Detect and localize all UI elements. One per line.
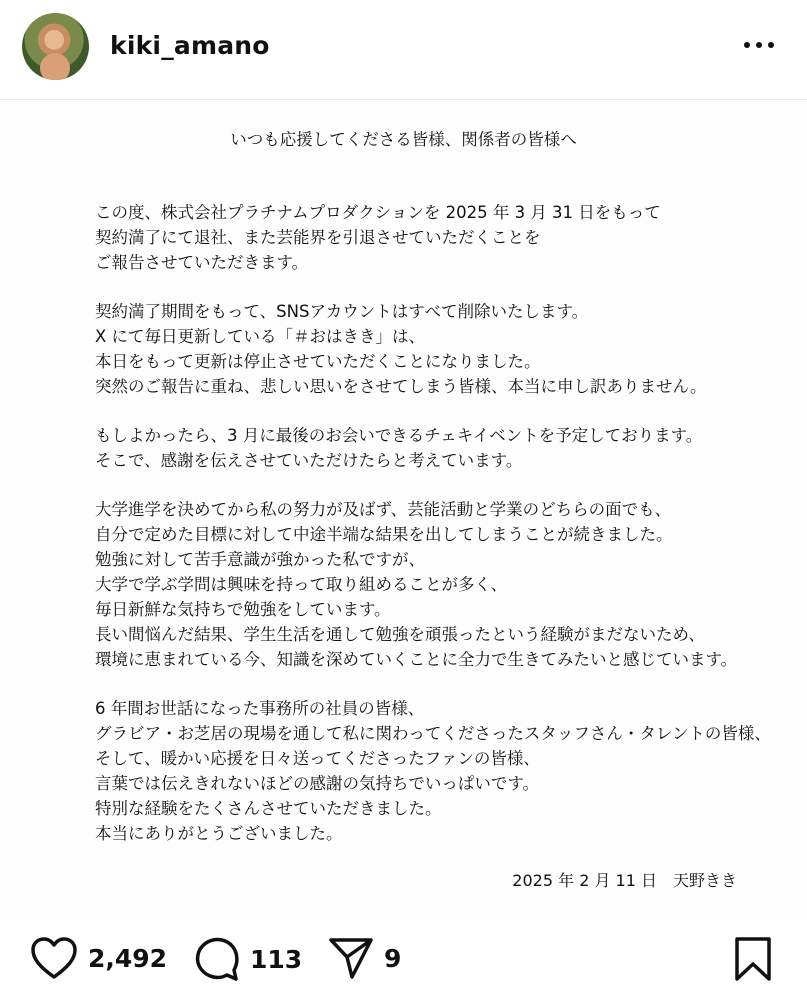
text-line: この度、株式会社プラチナムプロダクションを 2025 年 3 月 31 日をもって xyxy=(95,203,661,222)
bookmark-icon[interactable] xyxy=(733,936,773,986)
text-line: 6 年間お世話になった事務所の社員の皆様、 xyxy=(95,699,425,718)
paragraph xyxy=(95,423,785,473)
like-button[interactable] xyxy=(30,936,167,980)
avatar[interactable] xyxy=(22,13,89,80)
text-line: 本当にありがとうございました。 xyxy=(95,824,343,843)
paragraph xyxy=(95,696,785,846)
heart-icon[interactable] xyxy=(30,936,78,980)
text-line: X にて毎日更新している「＃おはきき」は、 xyxy=(95,327,426,346)
text-line: そこで、感謝を伝えさせていただけたらと考えています。 xyxy=(95,451,523,470)
comment-icon[interactable] xyxy=(194,936,240,982)
post-body xyxy=(95,200,785,870)
text-line: そして、暖かい応援を日々送ってくださったファンの皆様、 xyxy=(95,749,540,768)
post-header xyxy=(0,0,807,100)
paragraph xyxy=(95,497,785,672)
paragraph xyxy=(95,200,785,275)
paragraph xyxy=(95,299,785,399)
username[interactable]: kiki_amano xyxy=(110,31,270,60)
share-button[interactable] xyxy=(328,936,401,980)
text-line: グラビア・お芝居の現場を通して私に関わってくださったスタッフさん・タレントの皆様、 xyxy=(95,724,771,743)
post-title: いつも応援してくださる皆様、関係者の皆様へ xyxy=(230,130,577,149)
text-line: もしよかったら、3 月に最後のお会いできるチェキイベントを予定しております。 xyxy=(95,426,703,445)
like-count: 2,492 xyxy=(88,943,168,973)
signature: 2025 年 2 月 11 日 天野きき xyxy=(512,871,737,890)
action-bar xyxy=(0,920,807,1000)
text-line: 大学で学ぶ学問は興味を持って取り組めることが多く、 xyxy=(95,575,508,594)
post-image xyxy=(0,100,807,920)
text-line: 突然のご報告に重ね、悲しい思いをさせてしまう皆様、本当に申し訳ありません。 xyxy=(95,377,707,396)
send-icon[interactable] xyxy=(328,936,374,980)
text-line: 毎日新鮮な気持ちで勉強をしています。 xyxy=(95,600,391,619)
text-line: 契約満了期間をもって、SNSアカウントはすべて削除いたします。 xyxy=(95,302,589,321)
text-line: 自分で定めた目標に対して中途半端な結果を出してしまうことが続きました。 xyxy=(95,525,673,544)
text-line: 本日をもって更新は停止させていただくことになりました。 xyxy=(95,352,541,371)
text-line: 長い間悩んだ結果、学生生活を通して勉強を頑張ったという経験がまだないため、 xyxy=(95,625,705,644)
text-line: 大学進学を決めてから私の努力が及ばず、芸能活動と学業のどちらの面でも、 xyxy=(95,500,672,519)
text-line: 契約満了にて退社、また芸能界を引退させていただくことを xyxy=(95,228,541,247)
comment-count: 113 xyxy=(250,944,303,974)
text-line: 言葉では伝えきれないほどの感謝の気持ちでいっぱいです。 xyxy=(95,774,540,793)
more-horizontal-icon[interactable] xyxy=(739,30,779,60)
comment-button[interactable] xyxy=(194,936,302,982)
text-line: 勉強に対して苦手意識が強かった私ですが、 xyxy=(95,550,425,569)
share-count: 9 xyxy=(384,943,402,973)
text-line: 環境に恵まれている今、知識を深めていくことに全力で生きてみたいと感じています。 xyxy=(95,650,738,669)
text-line: 特別な経験をたくさんさせていただきました。 xyxy=(95,799,442,818)
text-line: ご報告させていただきます。 xyxy=(95,253,309,272)
